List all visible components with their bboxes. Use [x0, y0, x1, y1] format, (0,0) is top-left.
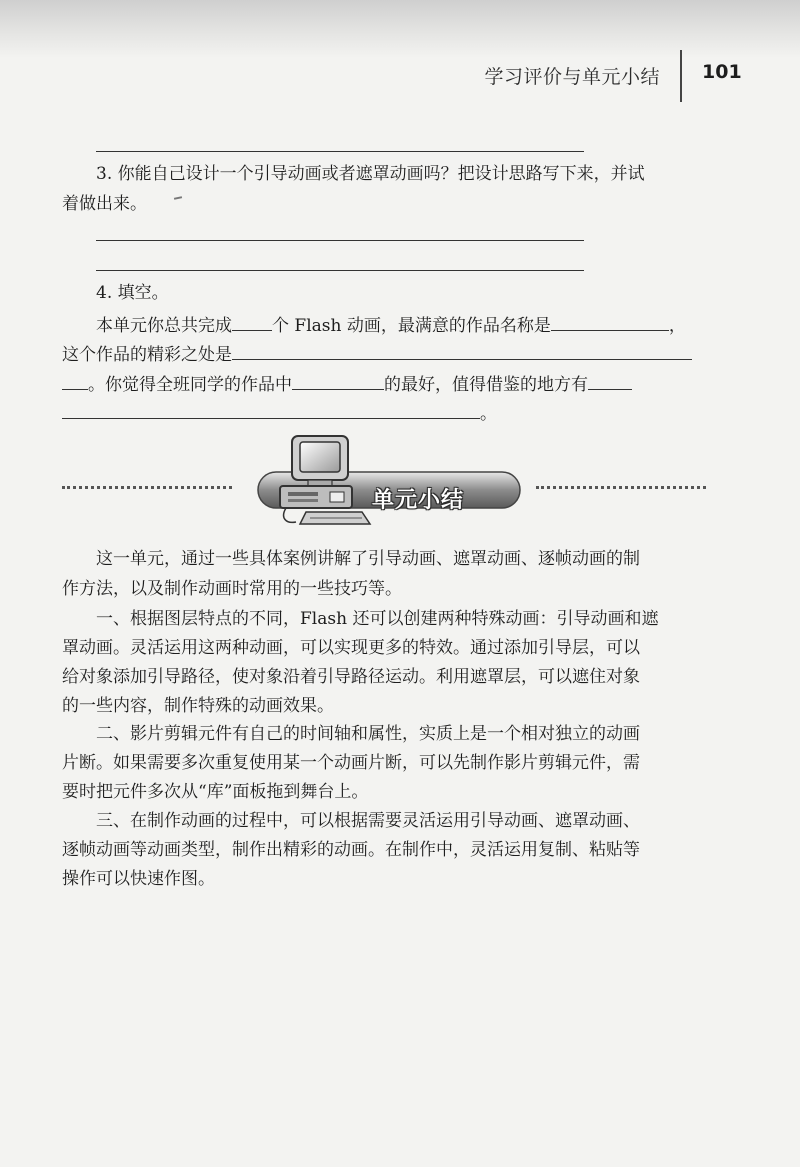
- stray-mark: [174, 196, 182, 200]
- question-4-line-1: [96, 312, 686, 337]
- fill-blank-highlight-cont[interactable]: [62, 371, 88, 390]
- question-4-line-2-text-a: 这个作品的精彩之处是: [62, 345, 232, 365]
- question-4-line-3-text-b: 的最好，值得借鉴的地方有: [384, 375, 588, 395]
- header-divider: [680, 50, 682, 102]
- summary-line: 这一单元，通过一些具体案例讲解了引导动画、遮罩动画、逐帧动画的制: [96, 549, 640, 569]
- page-number: 101: [702, 61, 742, 83]
- question-3-line-2: 着做出来。: [62, 194, 147, 214]
- question-4-line-1-text-c: ，: [668, 316, 686, 336]
- answer-line: [96, 240, 584, 241]
- question-4-line-3: [62, 371, 632, 396]
- dotted-rule-right: [536, 486, 706, 489]
- fill-blank-learn-from-cont[interactable]: [62, 400, 480, 419]
- summary-line: 要时把元件多次从“库”面板拖到舞台上。: [62, 782, 369, 802]
- summary-line: 的一些内容，制作特殊的动画效果。: [62, 696, 334, 716]
- summary-line: 一、根据图层特点的不同，Flash 还可以创建两种特殊动画：引导动画和遮: [96, 609, 659, 629]
- question-4-line-4: [62, 400, 497, 425]
- fill-blank-learn-from[interactable]: [588, 371, 632, 390]
- question-4-line-2: [62, 341, 692, 366]
- dotted-rule-left: [62, 486, 232, 489]
- summary-line: 作方法，以及制作动画时常用的一些技巧等。: [62, 579, 402, 599]
- summary-line: 片断。如果需要多次重复使用某一个动画片断，可以先制作影片剪辑元件，需: [62, 753, 640, 773]
- summary-line: 二、影片剪辑元件有自己的时间轴和属性，实质上是一个相对独立的动画: [96, 724, 640, 744]
- question-4-line-3-text-a: 。你觉得全班同学的作品中: [88, 375, 292, 395]
- summary-line: 罩动画。灵活运用这两种动画，可以实现更多的特效。通过添加引导层，可以: [62, 638, 640, 658]
- fill-blank-count[interactable]: [232, 312, 272, 331]
- answer-line: [96, 270, 584, 271]
- fill-blank-highlight[interactable]: [232, 341, 692, 360]
- summary-line: 三、在制作动画的过程中，可以根据需要灵活运用引导动画、遮罩动画、: [96, 811, 640, 831]
- question-4-heading: 4. 填空。: [96, 283, 169, 303]
- summary-line: 逐帧动画等动画类型，制作出精彩的动画。在制作中，灵活运用复制、粘贴等: [62, 840, 640, 860]
- summary-line: 给对象添加引导路径，使对象沿着引导路径运动。利用遮罩层，可以遮住对象: [62, 667, 640, 687]
- question-4-line-1-text-a: 本单元你总共完成: [96, 316, 232, 336]
- section-banner: [250, 430, 530, 530]
- question-3-line-1: 3. 你能自己设计一个引导动画或者遮罩动画吗？把设计思路写下来，并试: [96, 164, 645, 184]
- question-4-line-1-text-b: 个 Flash 动画，最满意的作品名称是: [272, 316, 551, 336]
- question-4-line-4-end: 。: [480, 404, 497, 424]
- page-header-title: 学习评价与单元小结: [484, 66, 660, 88]
- fill-blank-best-work[interactable]: [551, 312, 669, 331]
- answer-line: [96, 151, 584, 152]
- section-title: 单元小结: [372, 488, 465, 513]
- fill-blank-classmate[interactable]: [292, 371, 384, 390]
- summary-line: 操作可以快速作图。: [62, 869, 215, 889]
